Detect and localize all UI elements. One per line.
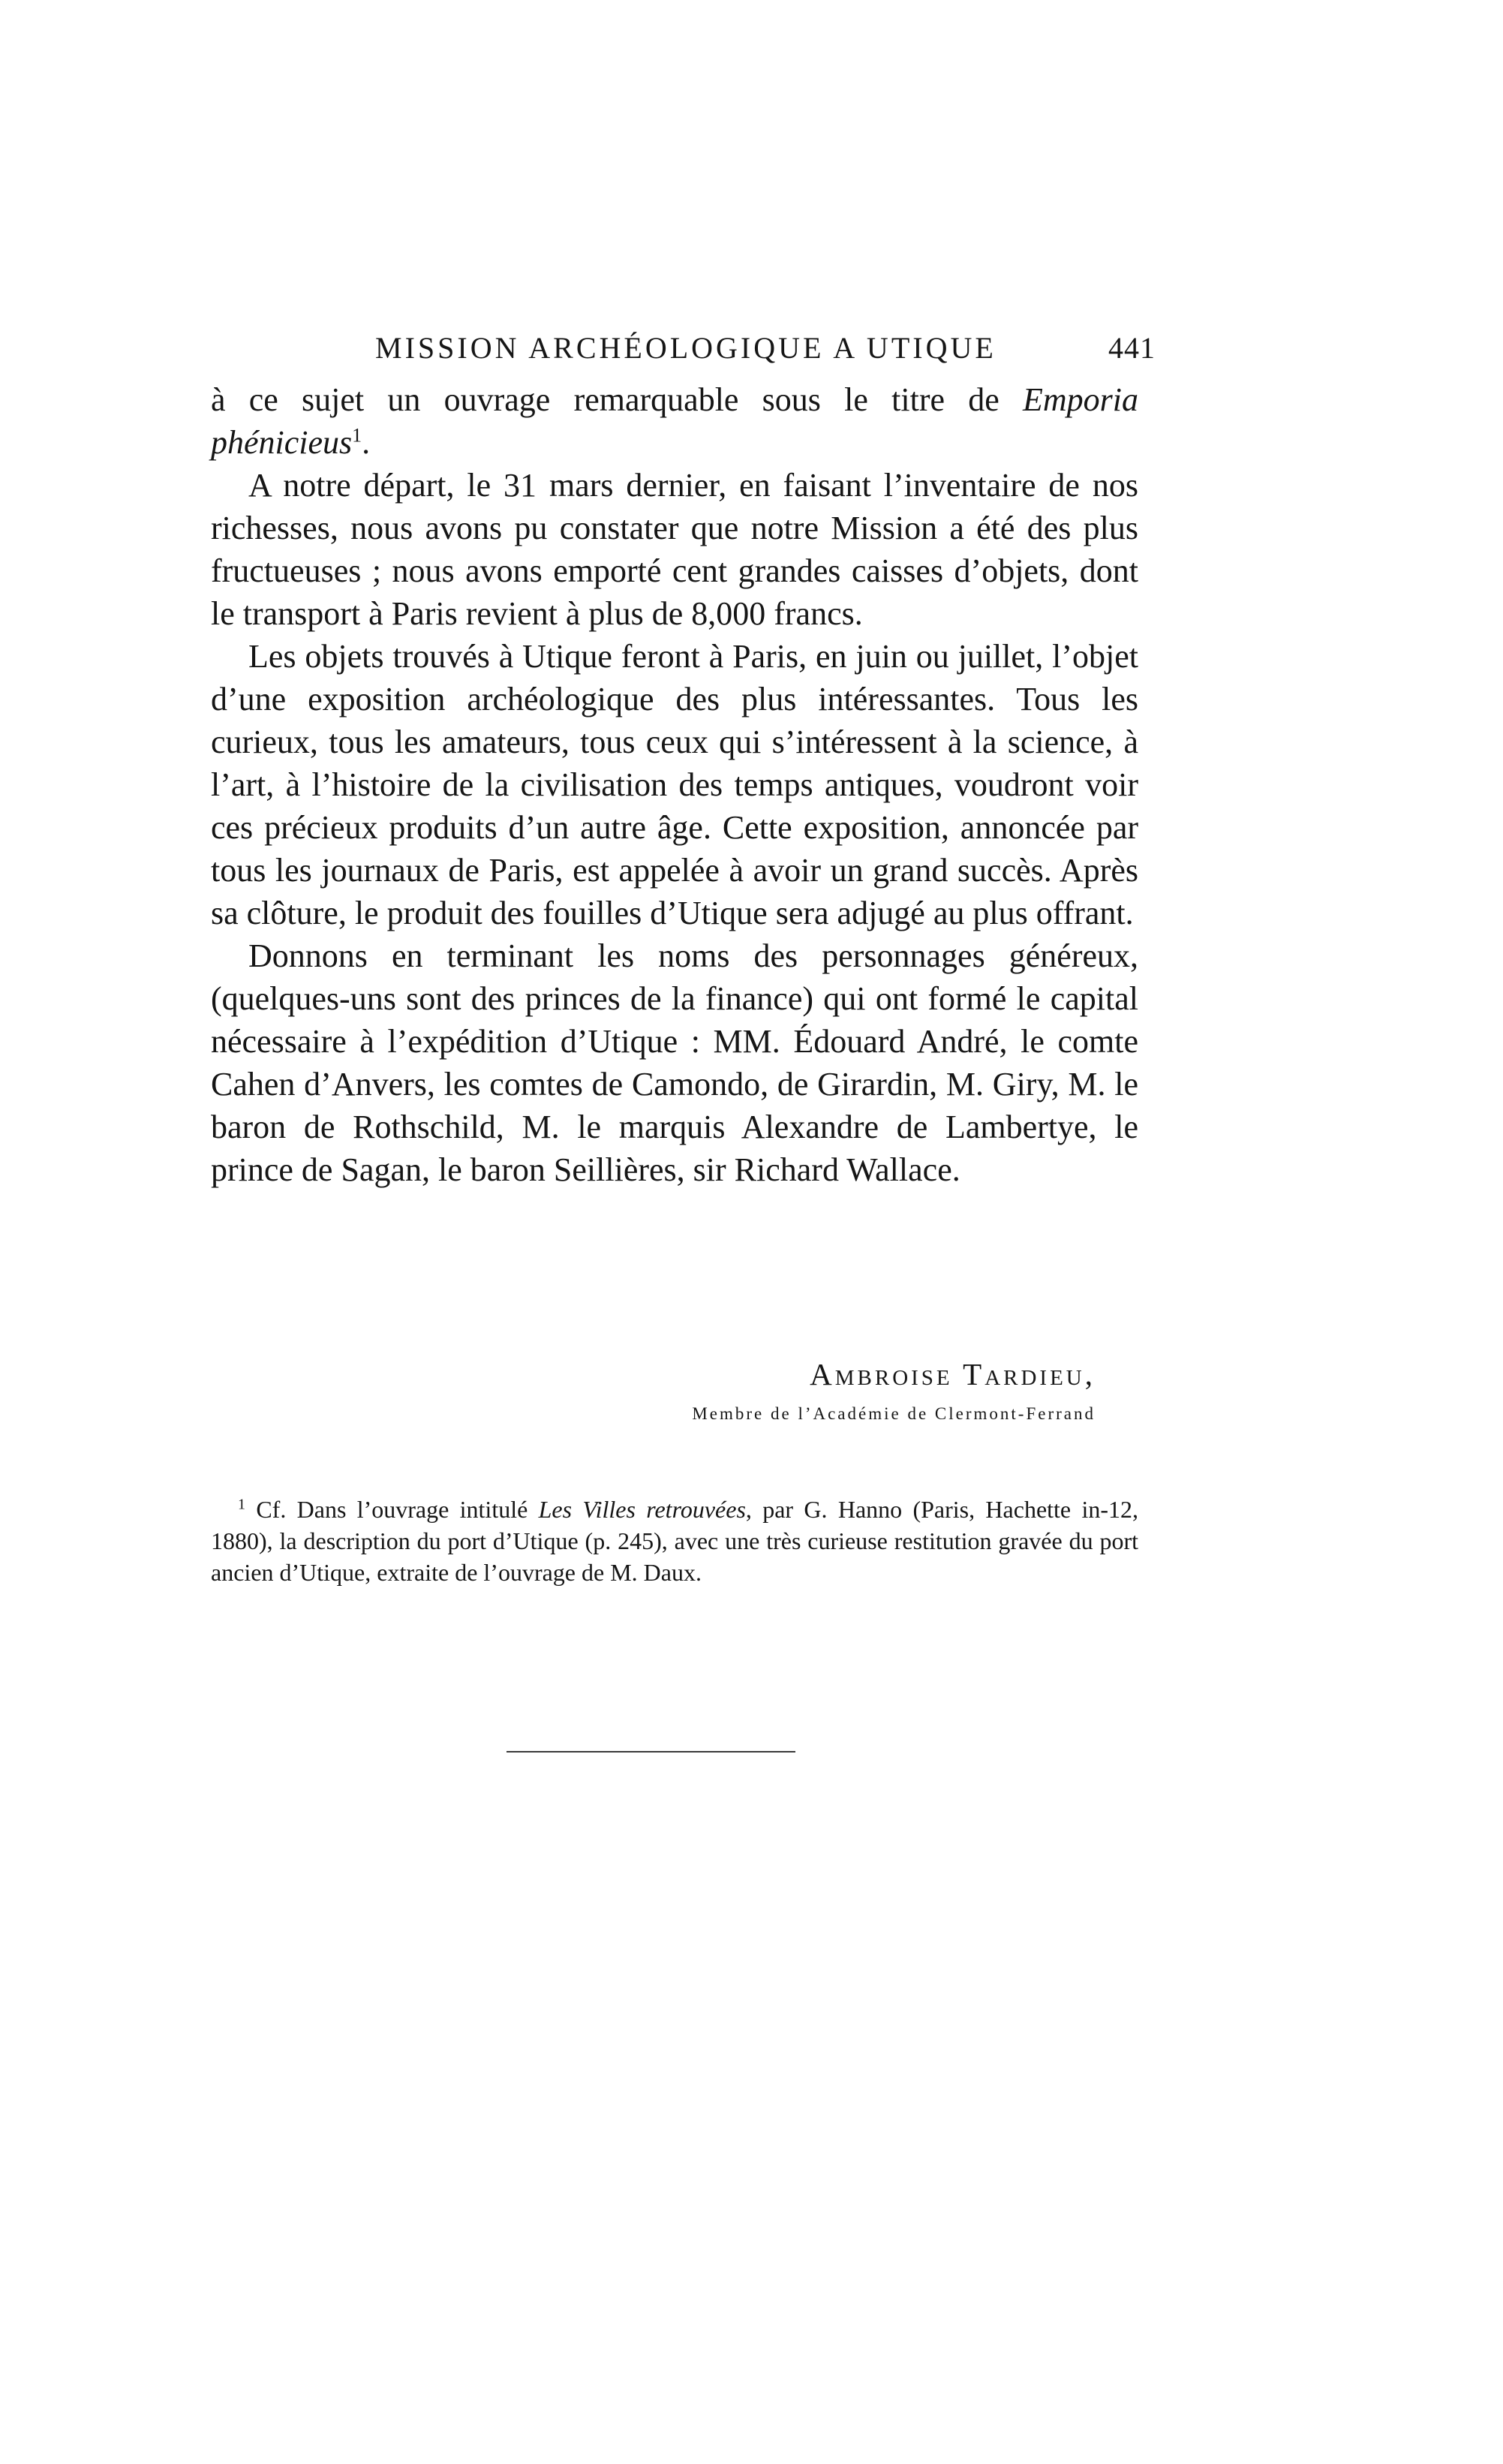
paragraph-1 [211, 378, 1138, 464]
paragraph-2: A notre départ, le 31 mars dernier, en faisant l’inventaire de nos richesses, nous avons pu constater que notre Mission a été des plus fructueuses ; nous avons emporté cent grandes caisses d’objets, dont le transport à Paris revient à plus de 8,000 francs. [211, 467, 1138, 632]
footnote-text-start: Cf. Dans l’ouvrage intitulé [245, 1496, 539, 1523]
paragraph-1-text: à ce sujet un ouvrage remarquable sous le titre de [211, 381, 1023, 418]
footnote [211, 1494, 1138, 1588]
body-text [211, 378, 1138, 1191]
running-head [375, 330, 1156, 375]
footnote-book-title: Les Villes retrouvées [538, 1496, 746, 1523]
paragraph-1-end: . [362, 424, 371, 461]
book-title-emporia: Emporia phénicieus [211, 381, 1138, 461]
footnote-reference: 1 [352, 424, 362, 447]
author-name: Ambroise Tardieu, [810, 1357, 1096, 1391]
end-rule [507, 1751, 795, 1752]
page-number: 441 [1108, 331, 1156, 365]
signature-block [555, 1352, 1096, 1429]
author-affiliation: Membre de l’Académie de Clermont-Ferrand [692, 1404, 1096, 1423]
footnote-marker: 1 [238, 1496, 245, 1513]
paragraph-3: Les objets trouvés à Utique feront à Paris, en juin ou juillet, l’objet d’une exposition archéologique des plus intéressantes. Tous les curieux, tous les amateurs, tous ceux qui s’intéressent à la science, à l’art, à l’histoire de la civilisation des temps antiques, voudront voir ces précieux produits d’un autre âge. Cette exposition, annoncée par tous les journaux de Paris, est appelée à avoir un grand succès. Après sa clôture, le produit des fouilles d’Utique sera adjugé au plus offrant. [211, 638, 1138, 931]
footnote-text-end: , par G. Hanno (Paris, Hachette in-12, 1880), la description du port d’Utique (p. 245), avec une très curieuse restitution gravée du port ancien d’Utique, extraite de l’ouvrage de M. Daux. [211, 1496, 1139, 1586]
paragraph-4: Donnons en terminant les noms des personnages généreux, (quelques-uns sont des princes de la finance) qui ont formé le capital nécessaire à l’expédition d’Utique : MM. Édouard André, le comte Cahen d’Anvers, les comtes de Camondo, de Girardin, M. Giry, M. le baron de Rothschild, M. le marquis Alexandre de Lambertye, le prince de Sagan, le baron Seillières, sir Richard Wallace. [211, 937, 1138, 1188]
running-head-title: MISSION ARCHÉOLOGIQUE A UTIQUE [375, 331, 996, 365]
